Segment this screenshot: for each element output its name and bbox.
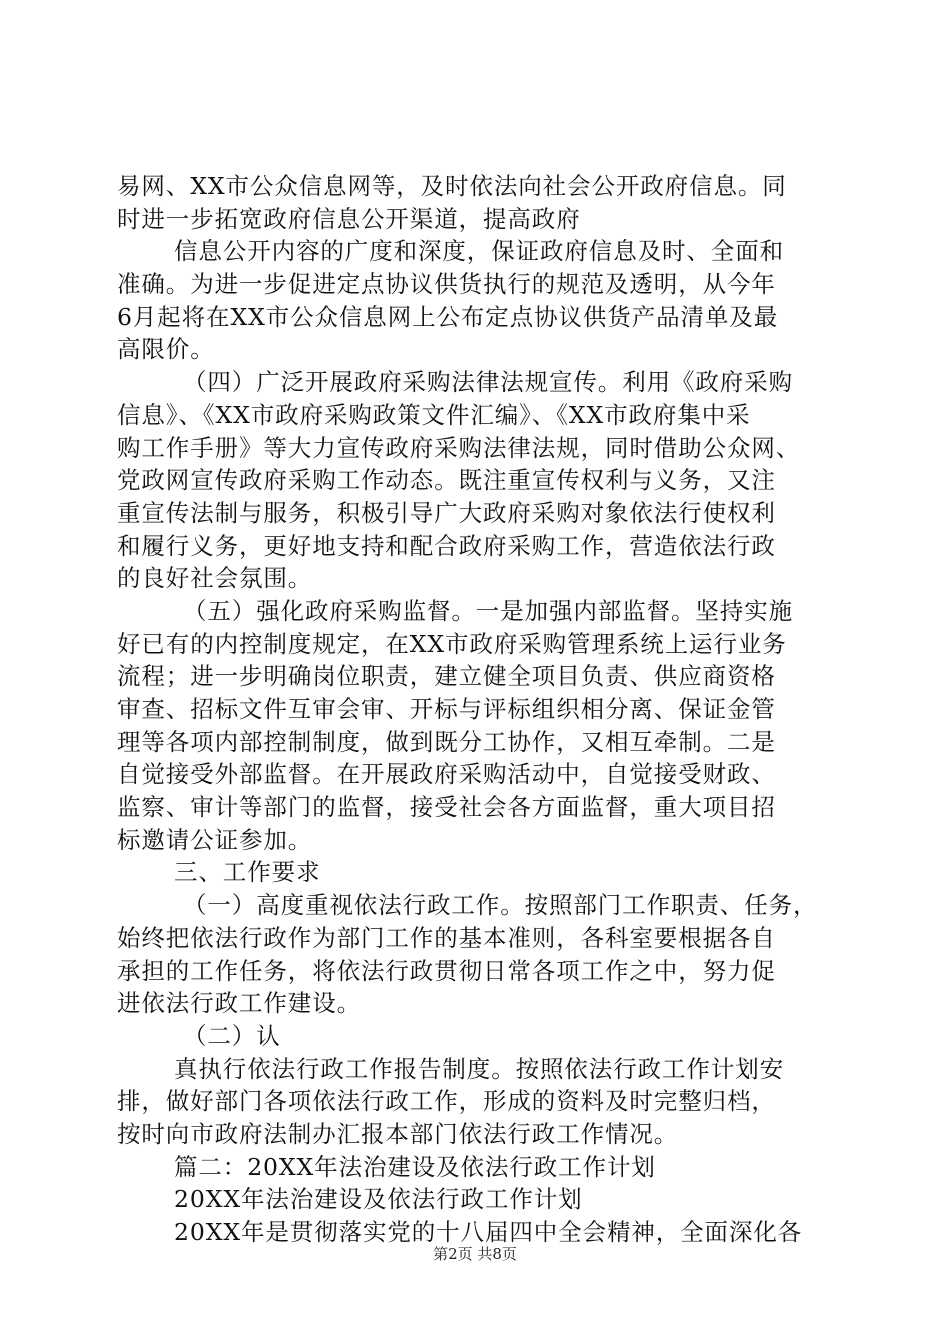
text-line: 重宣传法制与服务，积极引导广大政府采购对象依法行使权利 bbox=[117, 498, 776, 527]
text-line: 始终把依法行政作为部门工作的基本准则，各科室要根据各自 bbox=[117, 923, 776, 952]
text-line: 高限价。 bbox=[117, 335, 215, 364]
text-line: 时进一步拓宽政府信息公开渠道，提高政府 bbox=[117, 204, 581, 233]
text-line: （四）广泛开展政府采购法律法规宣传。利用《政府采购 bbox=[183, 368, 793, 397]
text-line: 好已有的内控制度规定，在XX市政府采购管理系统上运行业务 bbox=[117, 629, 787, 658]
text-line: 标邀请公证参加。 bbox=[117, 825, 313, 854]
section-heading: 篇二：20XX年法治建设及依法行政工作计划 bbox=[174, 1152, 656, 1181]
text-line: 审查、招标文件互审会审、开标与评标组织相分离、保证金管 bbox=[117, 695, 776, 723]
text-line: 真执行依法行政工作报告制度。按照依法行政工作计划安 bbox=[174, 1054, 784, 1083]
text-line: 承担的工作任务，将依法行政贯彻日常各项工作之中，努力促 bbox=[117, 956, 776, 985]
section-heading: 20XX年法治建设及依法行政工作计划 bbox=[174, 1185, 583, 1214]
text-line: 流程；进一步明确岗位职责，建立健全项目负责、供应商资格 bbox=[117, 662, 776, 691]
text-line: 准确。为进一步促进定点协议供货执行的规范及透明，从今年 bbox=[117, 270, 776, 299]
text-line: 监察、审计等部门的监督，接受社会各方面监督，重大项目招 bbox=[117, 793, 776, 822]
document-body bbox=[117, 170, 837, 1249]
text-line: 排，做好部门各项依法行政工作，形成的资料及时完整归档， bbox=[117, 1087, 776, 1116]
text-line: 自觉接受外部监督。在开展政府采购活动中，自觉接受财政、 bbox=[117, 760, 776, 789]
text-line: 按时向市政府法制办汇报本部门依法行政工作情况。 bbox=[117, 1119, 679, 1148]
text-line: （一）高度重视依法行政工作。按照部门工作职责、任务， bbox=[183, 891, 818, 920]
text-line: （五）强化政府采购监督。一是加强内部监督。坚持实施 bbox=[183, 596, 793, 625]
text-line: 信息》、《XX市政府采购政策文件汇编》、《XX市政府集中采 bbox=[117, 400, 751, 429]
section-heading: 三、工作要求 bbox=[174, 858, 321, 887]
text-line: （二）认 bbox=[183, 1021, 281, 1050]
text-line: 进依法行政工作建设。 bbox=[117, 989, 361, 1018]
text-line: 理等各项内部控制制度，做到既分工协作，又相互牵制。二是 bbox=[117, 727, 776, 756]
text-line: 和履行义务，更好地支持和配合政府采购工作，营造依法行政 bbox=[117, 531, 776, 560]
text-line: 6月起将在XX市公众信息网上公布定点协议供货产品清单及最 bbox=[117, 302, 779, 331]
text-line: 购工作手册》等大力宣传政府采购法律法规，同时借助公众网、 bbox=[117, 433, 801, 462]
text-line: 信息公开内容的广度和深度，保证政府信息及时、全面和 bbox=[174, 237, 784, 266]
text-line: 的良好社会氛围。 bbox=[117, 564, 313, 593]
text-line: 党政网宣传政府采购工作动态。既注重宣传权利与义务，又注 bbox=[117, 466, 776, 495]
text-line: 易网、XX市公众信息网等，及时依法向社会公开政府信息。同 bbox=[117, 172, 787, 200]
text-line: 20XX年是贯彻落实党的十八届四中全会精神，全面深化各 bbox=[174, 1218, 803, 1246]
page-number-footer: 第2页 共8页 bbox=[433, 1245, 517, 1263]
